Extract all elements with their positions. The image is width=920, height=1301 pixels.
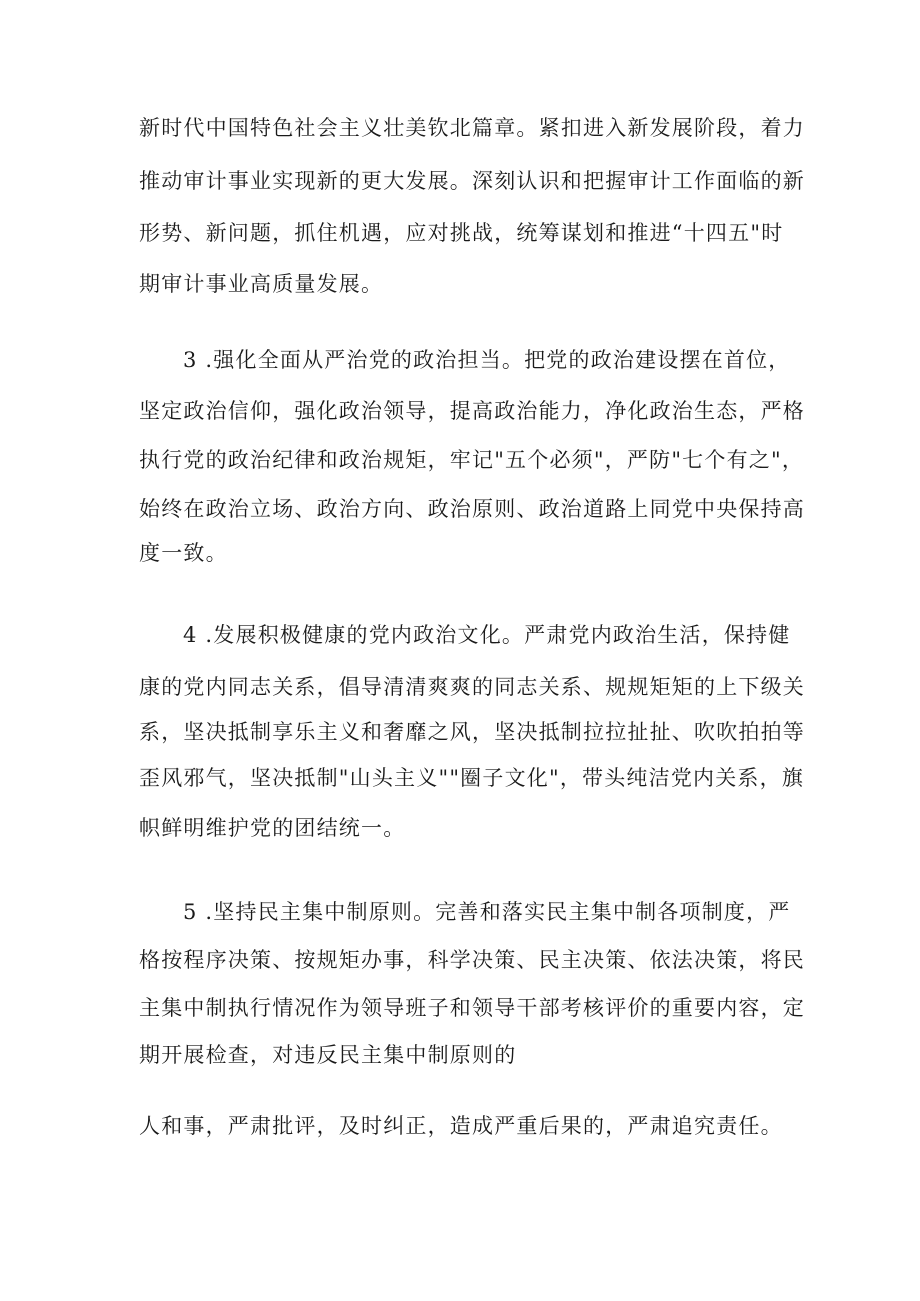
text-line: 主集中制执行情况作为领导班子和领导干部考核评价的重要内容，定 <box>139 996 805 1020</box>
text-line: 人和事，严肃批评，及时纠正，造成严重后果的，严肃追究责任。 <box>139 1114 783 1138</box>
text-line: 推动审计事业实现新的更大发展。深刻认识和把握审计工作面临的新 <box>139 169 805 193</box>
text-line: 格按程序决策、按规矩办事，科学决策、民主决策、依法决策，将民 <box>139 948 805 972</box>
text-line: 坚定政治信仰，强化政治领导，提高政治能力，净化政治生态，严格 <box>139 399 805 423</box>
text-line: 度一致。 <box>139 541 228 565</box>
text-line: 3 .强化全面从严治党的政治担当。把党的政治建设摆在首位， <box>183 348 791 372</box>
text-line: 帜鲜明维护党的团结统一。 <box>139 816 406 840</box>
text-line: 5 .坚持民主集中制原则。完善和落实民主集中制各项制度，严 <box>183 900 791 924</box>
text-line: 期审计事业高质量发展。 <box>139 272 384 296</box>
text-line: 始终在政治立场、政治方向、政治原则、政治道路上同党中央保持高 <box>139 497 805 521</box>
text-line: 康的党内同志关系，倡导清清爽爽的同志关系、规规矩矩的上下级关 <box>139 675 805 699</box>
text-line: 4 .发展积极健康的党内政治文化。严肃党内政治生活，保持健 <box>183 623 791 647</box>
text-line: 歪风邪气，坚决抵制"山头主义""圈子文化"，带头纯洁党内关系，旗 <box>139 766 805 790</box>
text-line: 新时代中国特色社会主义壮美钦北篇章。紧扣进入新发展阶段，着力 <box>139 116 805 140</box>
text-line: 系，坚决抵制享乐主义和奢靡之风，坚决抵制拉拉扯扯、吹吹拍拍等 <box>139 720 805 744</box>
text-line: 执行党的政治纪律和政治规矩，牢记"五个必须"，严防"七个有之"， <box>139 448 805 472</box>
text-line: 形势、新问题，抓住机遇，应对挑战，统筹谋划和推进“十四五"时 <box>139 221 784 245</box>
text-line: 期开展检查，对违反民主集中制原则的 <box>139 1043 517 1067</box>
